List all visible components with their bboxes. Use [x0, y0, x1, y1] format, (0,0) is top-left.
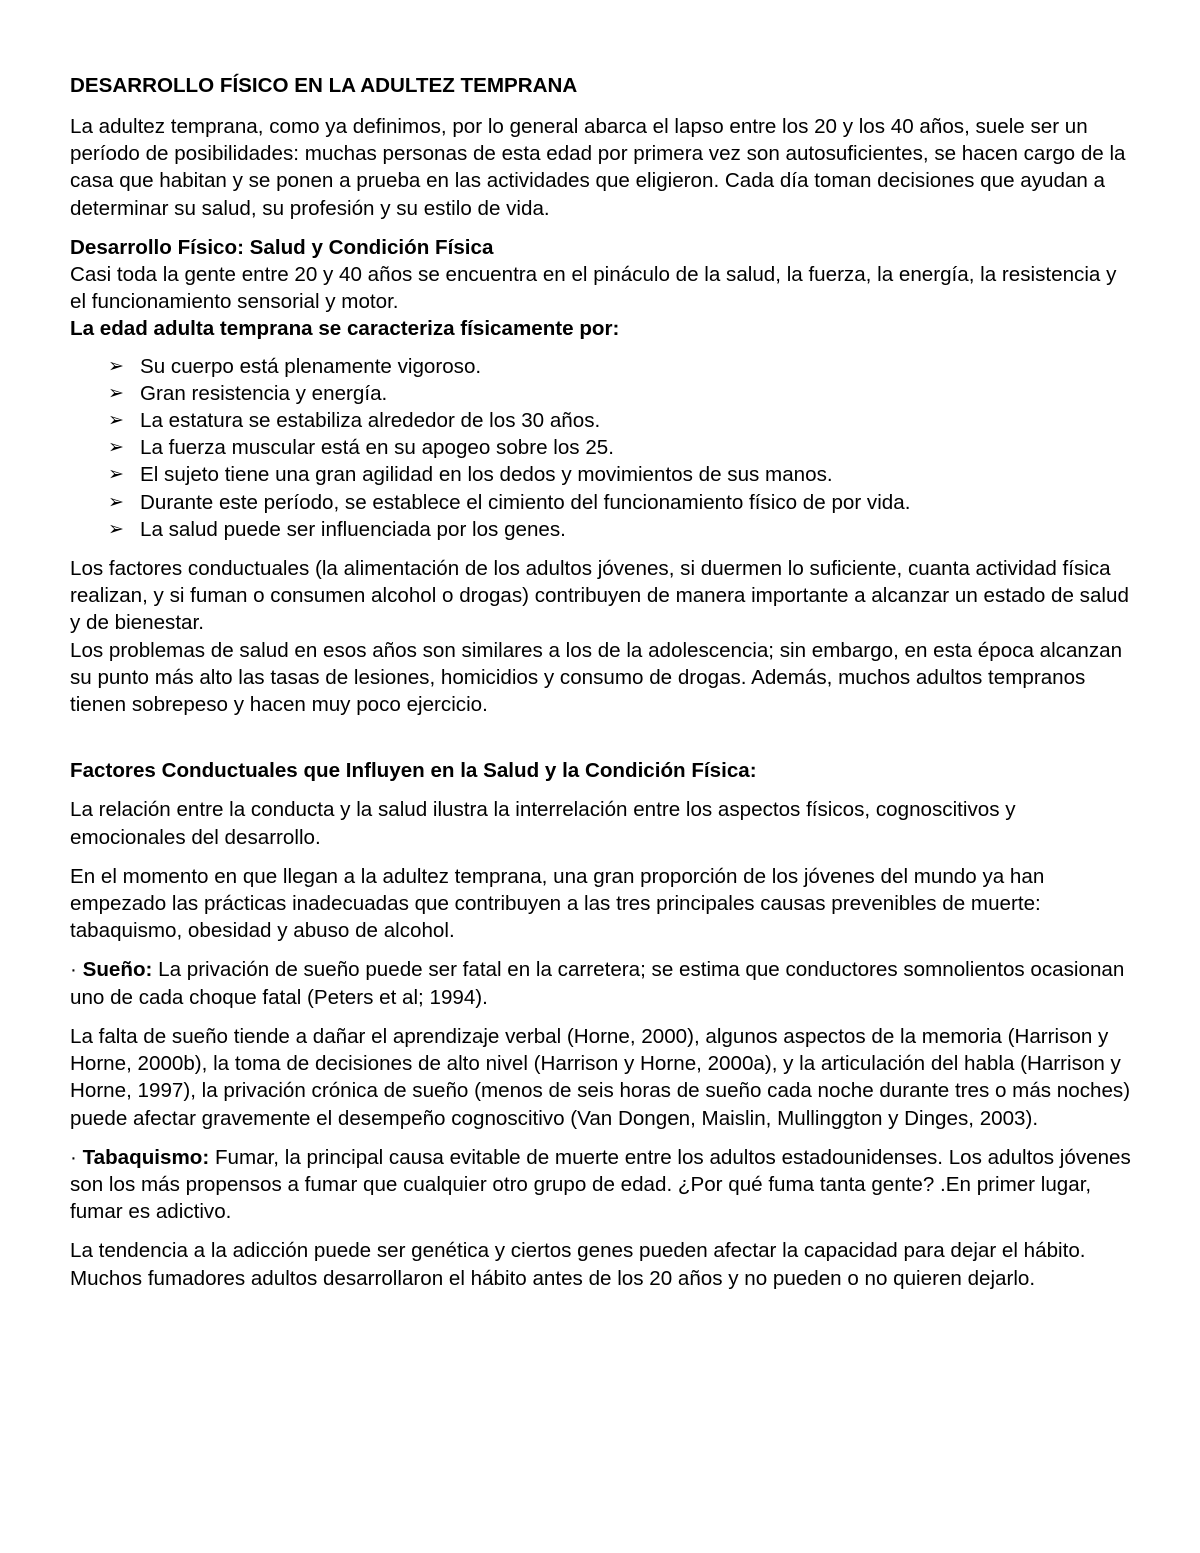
behavior-health-paragraph: La relación entre la conducta y la salud ilustra la interrelación entre los aspectos físicos, cognoscitivos y emocionales del desarrollo. [70, 798, 1016, 849]
list-item [108, 461, 1135, 488]
physical-health-paragraph: Casi toda la gente entre 20 y 40 años se encuentra en el pináculo de la salud, la fuerza, la energía, la resistencia y el funcionamiento sensorial y motor. [70, 263, 1117, 314]
arrow-bullet-icon: ➢ [108, 518, 124, 540]
list-item [108, 516, 1135, 543]
list-item [108, 407, 1135, 434]
section-heading-behavioral-factors: Factores Conductuales que Influyen en la Salud y la Condición Física: [70, 759, 757, 783]
list-item [108, 434, 1135, 461]
sleep-label: Sueño: [82, 958, 153, 982]
blank-line [70, 730, 1135, 757]
list-item-text: El sujeto tiene una gran agilidad en los dedos y movimientos de sus manos. [140, 463, 833, 487]
list-item-text: Durante este período, se establece el cimiento del funcionamiento físico de por vida. [140, 490, 911, 514]
list-item [108, 353, 1135, 380]
arrow-bullet-icon: ➢ [108, 464, 124, 486]
arrow-bullet-icon: ➢ [108, 382, 124, 404]
behavioral-factors-paragraph: Los factores conductuales (la alimentación de los adultos jóvenes, si duermen lo suficiente, cuanta actividad física realizan, y si fuman o consumen alcohol o drogas) contribuyen de manera importante a alcanzar un estado de salud y de bienestar. [70, 557, 1129, 635]
characteristics-list [70, 353, 1135, 543]
arrow-bullet-icon: ➢ [108, 437, 124, 459]
characteristics-heading: La edad adulta temprana se caracteriza físicamente por: [70, 317, 620, 341]
health-problems-paragraph: Los problemas de salud en esos años son similares a los de la adolescencia; sin embargo, en esta época alcanzan su punto más alto las tasas de lesiones, homicidios y consumo de drogas. Además, muchos adultos tempranos tienen sobrepeso y hacen muy poco ejercicio. [70, 638, 1123, 717]
document-title: DESARROLLO FÍSICO EN LA ADULTEZ TEMPRANA [70, 74, 578, 97]
list-item-text: La fuerza muscular está en su apogeo sobre los 25. [140, 436, 614, 460]
intro-paragraph: La adultez temprana, como ya definimos, por lo general abarca el lapso entre los 20 y los 40 años, suele ser un período de posibilidades: muchas personas de esta edad por primera vez son autosuficientes, se hacen cargo de la casa que habitan y se ponen a prueba en las actividades que eligieron. Cada día toman decisiones que ayudan a determinar su salud, su profesión y su estilo de vida. [70, 115, 1126, 220]
arrow-bullet-icon: ➢ [108, 491, 124, 513]
smoking-bullet: · [70, 1145, 83, 1169]
smoking-label: Tabaquismo: [82, 1145, 210, 1169]
list-item-text: Su cuerpo está plenamente vigoroso. [140, 354, 482, 378]
document-page [70, 72, 1135, 1304]
sleep-text: La privación de sueño puede ser fatal en la carretera; se estima que conductores somnolientos ocasionan uno de cada choque fatal (Peters et al; 1994). [70, 958, 1125, 1009]
section-heading-physical-health: Desarrollo Físico: Salud y Condición Física [70, 235, 494, 259]
list-item-text: Gran resistencia y energía. [140, 381, 388, 405]
list-item [108, 489, 1135, 516]
smoking-paragraph [70, 1144, 1135, 1226]
addiction-paragraph: La tendencia a la adicción puede ser genética y ciertos genes pueden afectar la capacidad para dejar el hábito. Muchos fumadores adultos desarrollaron el hábito antes de los 20 años y no pueden o no quieren dejarlo. [70, 1239, 1086, 1290]
list-item-text: La estatura se estabiliza alrededor de los 30 años. [140, 409, 601, 433]
list-item-text: La salud puede ser influenciada por los genes. [140, 517, 566, 541]
arrow-bullet-icon: ➢ [108, 410, 124, 432]
list-item [108, 380, 1135, 407]
arrow-bullet-icon: ➢ [108, 355, 124, 377]
sleep-paragraph [70, 956, 1135, 1010]
sleep-deprivation-paragraph: La falta de sueño tiende a dañar el aprendizaje verbal (Horne, 2000), algunos aspectos de la memoria (Harrison y Horne, 2000b), la toma de decisiones de alto nivel (Harrison y Horne, 2000a), y la articulación del habla (Harrison y Horne, 1997), la privación crónica de sueño (menos de seis horas de sueño cada noche durante tres o más noches) puede afectar gravemente el desempeño cognoscitivo (Van Dongen, Maislin, Mullinggton y Dinges, 2003). [70, 1024, 1131, 1130]
smoking-text: Fumar, la principal causa evitable de muerte entre los adultos estadounidenses. Los adultos jóvenes son los más propensos a fumar que cualquier otro grupo de edad. ¿Por qué fuma tanta gente? .En primer lugar, fumar es adictivo. [70, 1145, 1131, 1224]
early-adulthood-practices-paragraph: En el momento en que llegan a la adultez temprana, una gran proporción de los jóvenes del mundo ya han empezado las prácticas inadecuadas que contribuyen a las tres principales causas prevenibles de muerte: tabaquismo, obesidad y abuso de alcohol. [70, 864, 1045, 943]
sleep-bullet: · [70, 958, 83, 982]
